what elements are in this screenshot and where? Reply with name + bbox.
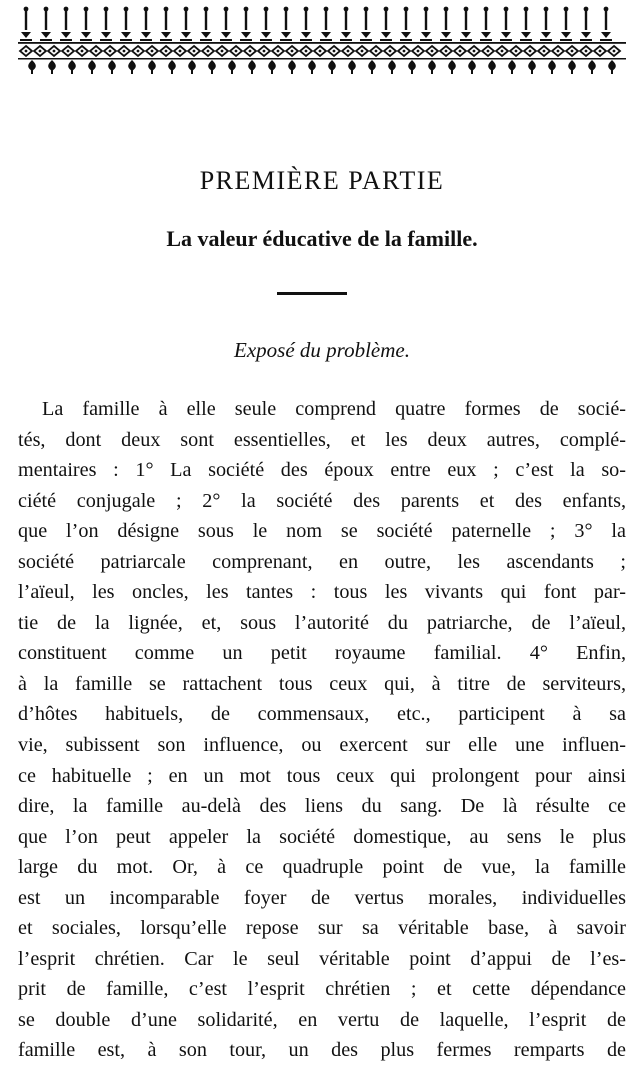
- body-paragraph: [18, 394, 626, 1066]
- text-line: que l’on peut appeler la société domestique, au sens le plus: [18, 825, 626, 848]
- text-line: famille est, à son tour, un des plus fermes remparts de: [18, 1039, 626, 1062]
- text-line: se double d’une solidarité, en vertu de laquelle, l’esprit de: [18, 1008, 626, 1031]
- text-line: prit de famille, c’est l’esprit chrétien ; et cette dépendance: [18, 978, 626, 1001]
- section-divider-rule: [277, 292, 347, 295]
- text-line: vie, subissent son influence, ou exercent sur elle une influen-: [18, 734, 626, 757]
- text-line: et sociales, lorsqu’elle repose sur sa véritable base, à savoir: [18, 917, 626, 940]
- text-line: ce habituelle ; en un mot tous ceux qui prolongent pour ainsi: [18, 764, 626, 787]
- part-title: PREMIÈRE PARTIE: [199, 166, 445, 195]
- text-line: constituent comme un petit royaume familial. 4° Enfin,: [18, 642, 626, 665]
- text-line: tie de la lignée, et, sous l’autorité du patriarche, de l’aïeul,: [18, 611, 626, 634]
- text-line: ciété conjugale ; 2° la société des parents et des enfants,: [18, 489, 626, 512]
- section-heading: Exposé du problème.: [234, 338, 410, 362]
- text-line: d’hôtes habituels, de commensaux, etc., participent à sa: [18, 703, 626, 726]
- text-line: large du mot. Or, à ce quadruple point de vue, la famille: [18, 856, 626, 879]
- text-line: à la famille se rattachent tous ceux qui, à titre de serviteurs,: [18, 672, 626, 695]
- text-line: l’aïeul, les oncles, les tantes : tous les vivants qui font par-: [18, 581, 626, 604]
- text-line: mentaires : 1° La société des époux entre eux ; c’est la so-: [18, 459, 626, 482]
- text-line: que l’on désigne sous le nom se société paternelle ; 3° la: [18, 520, 626, 543]
- chapter-subtitle: La valeur éducative de la famille.: [166, 226, 478, 251]
- text-line: société patriarcale comprenant, en outre, les ascendants ;: [18, 550, 626, 573]
- text-line: est un incomparable foyer de vertus morales, individuelles: [18, 886, 626, 909]
- decorative-header-ornament: [18, 6, 626, 76]
- text-line: tés, dont deux sont essentielles, et les deux autres, complé-: [18, 428, 626, 451]
- text-line: dire, la famille au-delà des liens du sang. De là résulte ce: [18, 795, 626, 818]
- text-line: l’esprit chrétien. Car le seul véritable point d’appui de l’es-: [18, 947, 626, 970]
- text-line: La famille à elle seule comprend quatre formes de socié-: [42, 398, 626, 420]
